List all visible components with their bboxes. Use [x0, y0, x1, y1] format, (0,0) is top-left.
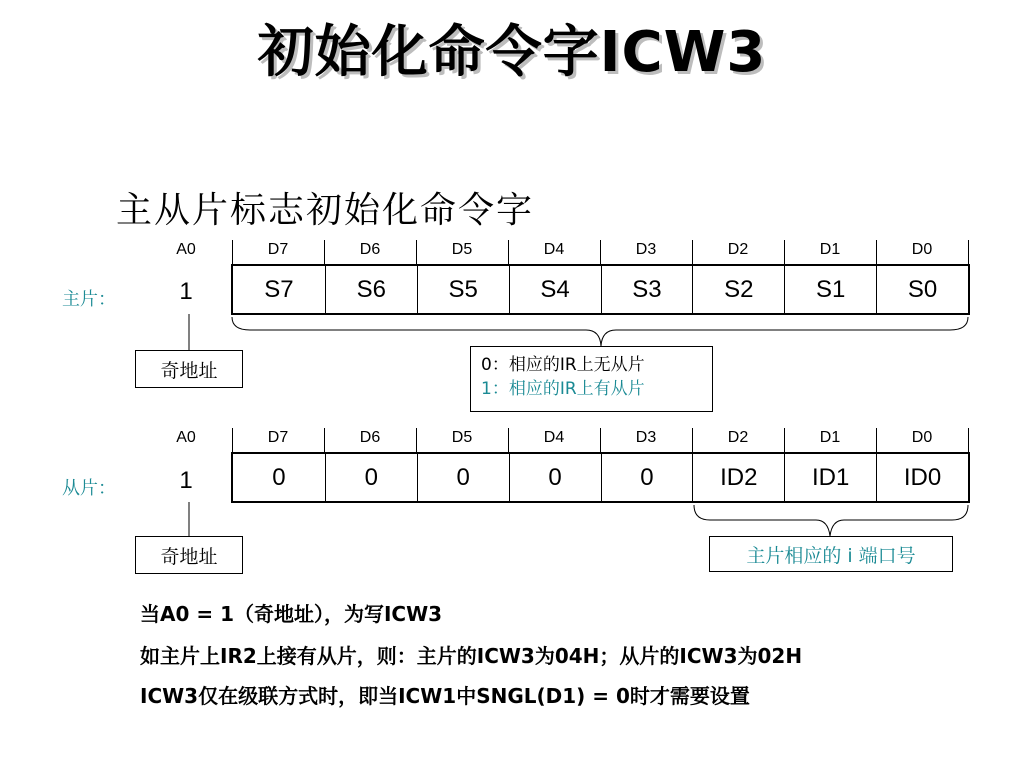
subtitle: 主从片标志初始化命令字 — [116, 190, 535, 231]
slave-id-note-box: 主片相应的 i 端口号 — [709, 536, 953, 572]
bit-cell: S7 — [264, 275, 294, 303]
header-d5: D5 — [451, 241, 473, 258]
master-a0-value: 1 — [179, 278, 193, 305]
header-d7: D7 — [267, 429, 289, 446]
header-d1: D1 — [819, 241, 841, 258]
bit-cell: S0 — [876, 266, 968, 313]
header-d7: D7 — [267, 241, 289, 258]
slave-a0-value: 1 — [179, 467, 193, 494]
header-d4: D4 — [543, 241, 565, 258]
bit-cell: 0 — [325, 454, 417, 501]
header-d4: D4 — [543, 429, 565, 446]
note-line-1: 当A0 = 1（奇地址），为写ICW3 — [140, 602, 443, 626]
bit-cell: S4 — [509, 266, 601, 313]
header-d3: D3 — [635, 429, 657, 446]
slave-odd-address-box: 奇地址 — [135, 536, 243, 574]
bit-cell: 0 — [509, 454, 601, 501]
bit-cell: S6 — [325, 266, 417, 313]
header-d1: D1 — [819, 429, 841, 446]
header-d3: D3 — [635, 241, 657, 258]
bit-cell: S3 — [601, 266, 693, 313]
master-brace — [232, 317, 968, 346]
master-row-label: 主片： — [62, 289, 116, 310]
bit-cell: ID0 — [876, 454, 968, 501]
bit-cell: ID1 — [784, 454, 876, 501]
legend-line-0: 0：相应的IR上无从片 — [481, 355, 645, 375]
header-d0: D0 — [911, 429, 933, 446]
bit-cell: 0 — [272, 463, 286, 491]
header-a0: A0 — [176, 241, 196, 258]
bit-cell: S2 — [692, 266, 784, 313]
header-d0: D0 — [911, 241, 933, 258]
header-d6: D6 — [359, 429, 381, 446]
note-line-2: 如主片上IR2上接有从片，则：主片的ICW3为04H；从片的ICW3为02H — [140, 644, 803, 668]
bit-cell: S1 — [784, 266, 876, 313]
header-d5: D5 — [451, 429, 473, 446]
bit-cell: 0 — [601, 454, 693, 501]
header-d2: D2 — [727, 241, 749, 258]
legend-line-1: 1：相应的IR上有从片 — [481, 379, 645, 399]
bit-cell: S5 — [417, 266, 509, 313]
header-d2: D2 — [727, 429, 749, 446]
header-a0: A0 — [176, 429, 196, 446]
page-title: 初始化命令字ICW3 — [257, 20, 767, 85]
master-odd-address-box: 奇地址 — [135, 350, 243, 388]
bit-cell: ID2 — [692, 454, 784, 501]
slave-row-label: 从片： — [62, 478, 116, 499]
bit-cell: 0 — [417, 454, 509, 501]
header-d6: D6 — [359, 241, 381, 258]
slave-brace — [694, 505, 968, 536]
note-line-3: ICW3仅在级联方式时，即当ICW1中SNGL(D1) = 0时才需要设置 — [140, 684, 750, 708]
